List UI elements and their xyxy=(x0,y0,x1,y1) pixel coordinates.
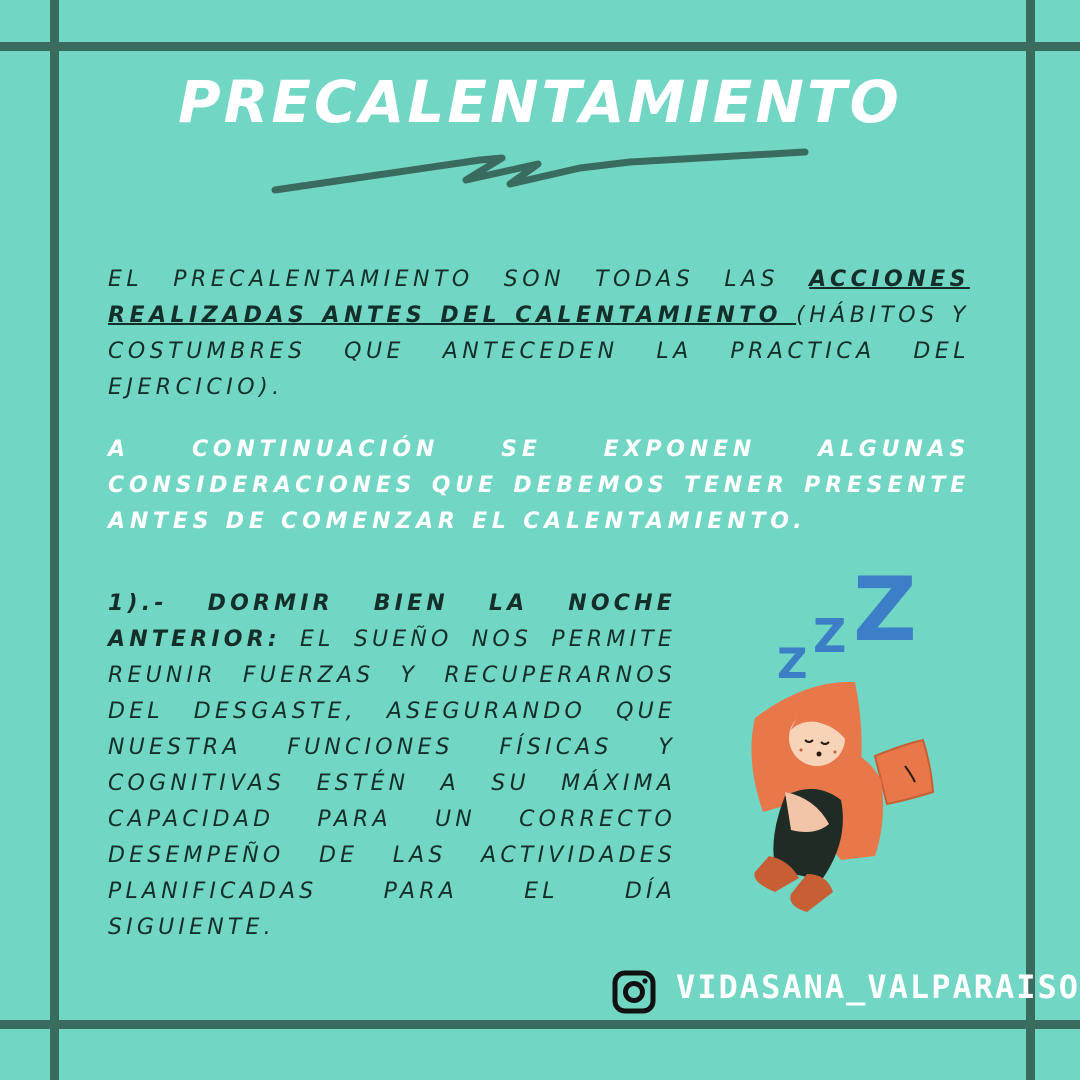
zigzag-underline xyxy=(270,140,810,200)
intro-paragraph xyxy=(108,262,970,406)
frame-line-left xyxy=(50,0,59,1080)
tip-1-body: EL SUEÑO NOS PERMITE REUNIR FUERZAS Y RECUPERARNOS DEL DESGASTE, ASEGURANDO QUE NUESTRA FUNCIONES FÍSICAS Y COGNITIVAS ESTÉN A SU MÁXIMA CAPACIDAD PARA UN CORRECTO DESEMPEÑO DE LAS ACTIVIDADES PLANIFICADAS PARA EL DÍA SIGUIENTE. xyxy=(108,627,676,940)
zzz-medium: Z xyxy=(813,609,847,663)
tip-1-paragraph xyxy=(108,586,676,946)
zzz-small: Z xyxy=(777,639,808,688)
sleeping-person-icon xyxy=(745,560,945,920)
intro-emphasis: ACCIONES REALIZADAS ANTES DEL CALENTAMIENTO xyxy=(108,267,970,328)
instagram-icon[interactable] xyxy=(612,970,656,1014)
zzz-large: Z xyxy=(853,560,917,661)
tip-1-heading: 1).- DORMIR BIEN LA NOCHE ANTERIOR: xyxy=(108,591,676,652)
instagram-handle[interactable]: VIDASANA_VALPARAISO xyxy=(676,968,1080,1006)
page-title: PRECALENTAMIENTO xyxy=(178,68,902,136)
frame-line-top xyxy=(0,42,1080,51)
intro-text-before: EL PRECALENTAMIENTO SON TODAS LAS xyxy=(108,267,810,292)
frame-line-bottom xyxy=(0,1020,1080,1029)
continuation-paragraph: A CONTINUACIÓN SE EXPONEN ALGUNAS CONSIDERACIONES QUE DEBEMOS TENER PRESENTE ANTES DE COMENZAR EL CALENTAMIENTO. xyxy=(108,437,970,534)
intro-text-after: (HÁBITOS Y COSTUMBRES QUE ANTECEDEN LA PRACTICA DEL EJERCICIO). xyxy=(108,303,970,400)
frame-line-right xyxy=(1026,0,1035,1080)
